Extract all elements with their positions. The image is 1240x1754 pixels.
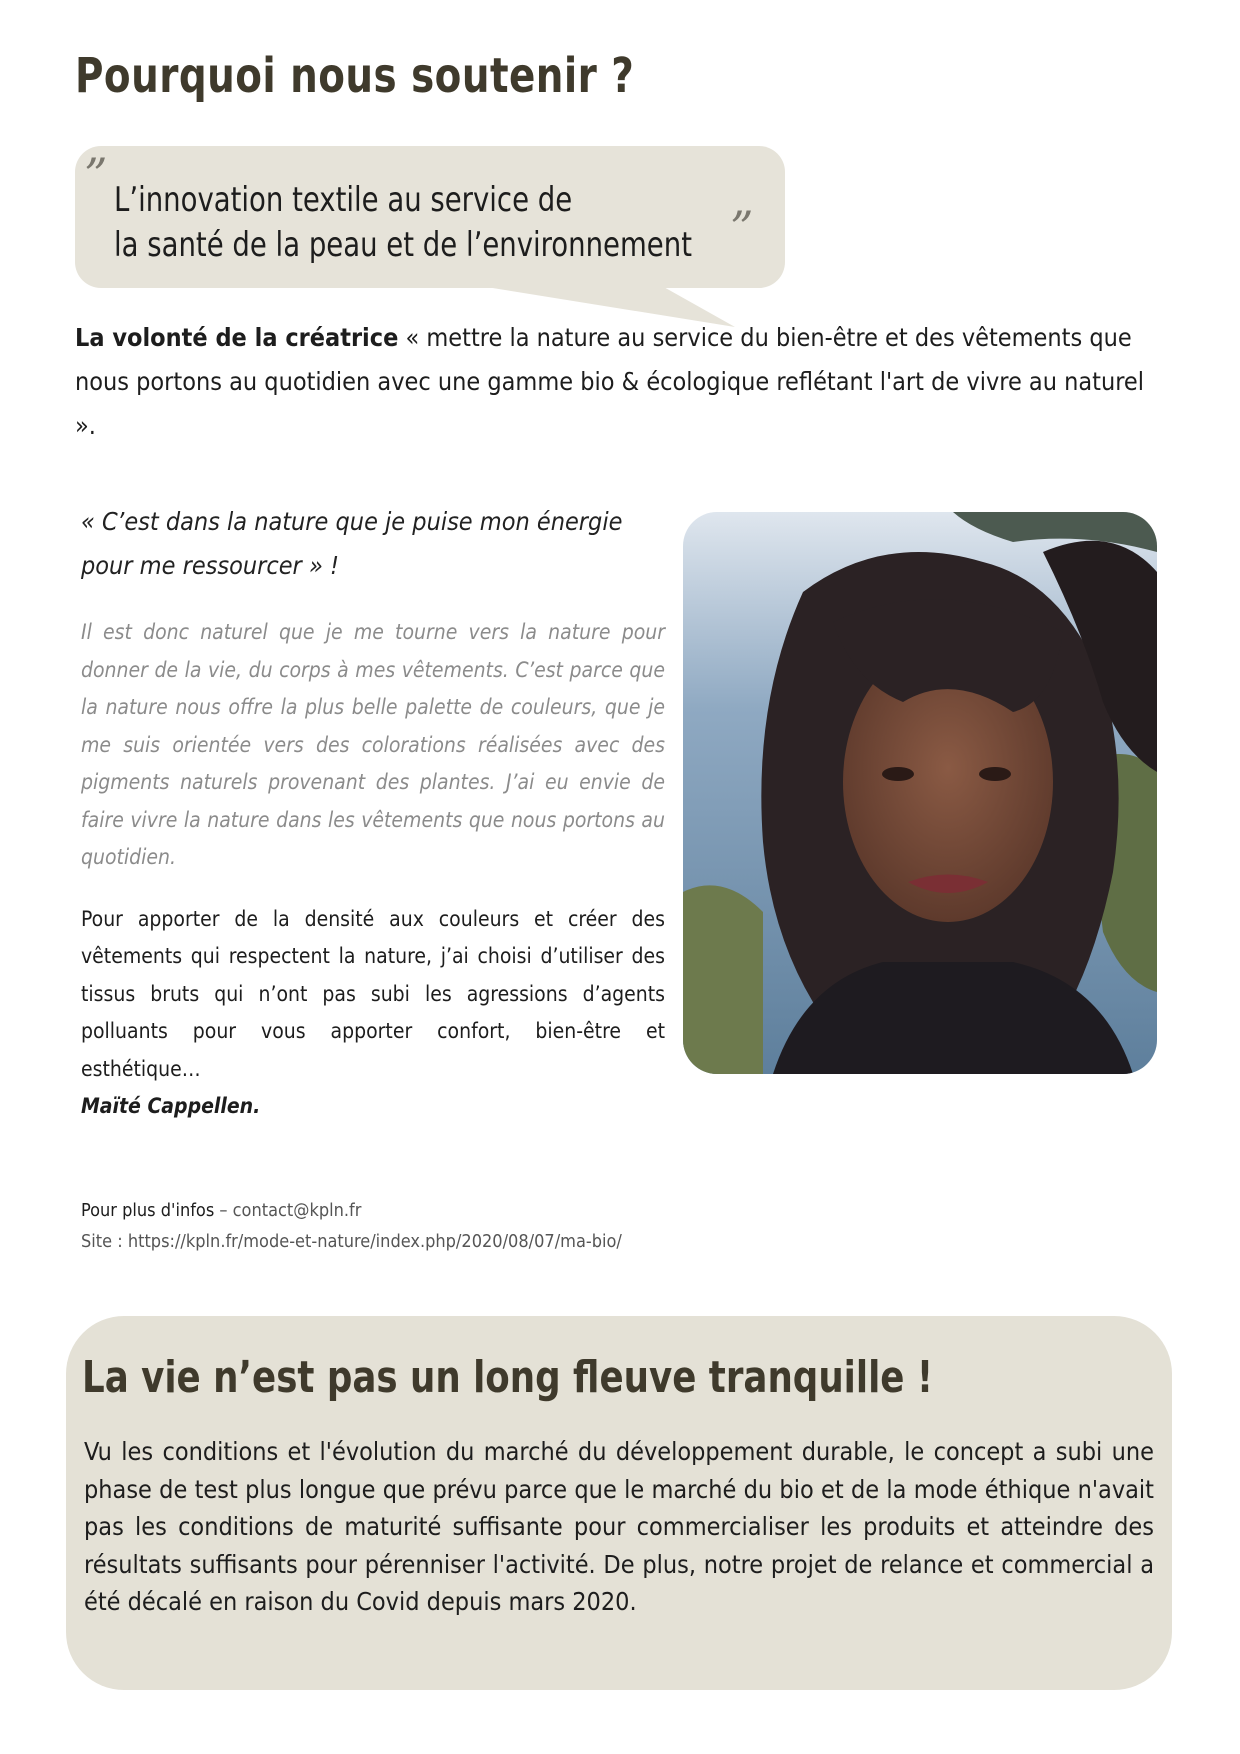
lead-quote: « C’est dans la nature que je puise mon énergie pour me ressourcer » ! [81, 507, 623, 580]
close-quote-mark: ” [730, 201, 754, 255]
contact-email[interactable]: – contact@kpln.fr [219, 1200, 362, 1221]
intro-paragraph [75, 316, 1170, 448]
creator-photo [683, 512, 1157, 1074]
bubble-line-2: la santé de la peau et de l’environnement [114, 225, 692, 265]
contact-info [81, 1195, 622, 1257]
intro-bold-lead: La volonté de la créatrice [75, 323, 399, 352]
contact-label: Pour plus d'infos [81, 1200, 215, 1221]
story-italic-paragraph: Il est donc naturel que je me tourne vers la nature pour donner de la vie, du corps à mes vêtements. C’est parce que la nature nous offre la plus belle palette de couleurs, que je me suis orientée vers des colorations réalisées avec des pigments naturels provenant des plantes. J’ai eu envie de faire vivre la nature dans les vêtements que nous portons au quotidien. [81, 620, 665, 869]
bubble-line-1: L’innovation textile au service de [114, 180, 573, 220]
contact-site[interactable]: Site : https://kpln.fr/mode-et-nature/index.php/2020/08/07/ma-bio/ [81, 1231, 622, 1252]
panel-body: Vu les conditions et l'évolution du marché du développement durable, le concept a subi une phase de test plus longue que prévu parce que le marché du bio et de la mode éthique n'avait pas les conditions de maturité suffisante pour commercialiser les produits et atteindre des résultats suffisants pour pérenniser l'activité. De plus, notre projet de relance et commercial a été décalé en raison du Covid depuis mars 2020. [84, 1437, 1154, 1616]
page-title: Pourquoi nous soutenir ? [75, 48, 635, 104]
signature: Maïté Cappellen. [81, 1094, 261, 1118]
intro-text: « mettre la nature au service du bien-être et des vêtements que nous portons au quotidien avec une gamme bio & écologique reflétant l'art de vivre au naturel ». [75, 323, 1145, 440]
story-column [81, 500, 665, 1125]
story-paragraph: Pour apporter de la densité aux couleurs et créer des vêtements qui respectent la nature, j’ai choisi d’utiliser des tissus bruts qui n’ont pas subi les agressions d’agents polluants pour vous apporter confort, bien-être et esthétique… [81, 906, 665, 1081]
panel-title: La vie n’est pas un long fleuve tranquille ! [82, 1352, 934, 1403]
portrait-illustration [683, 512, 1157, 1074]
bubble-quote-text [114, 178, 692, 268]
open-quote-mark: ” [84, 148, 108, 202]
